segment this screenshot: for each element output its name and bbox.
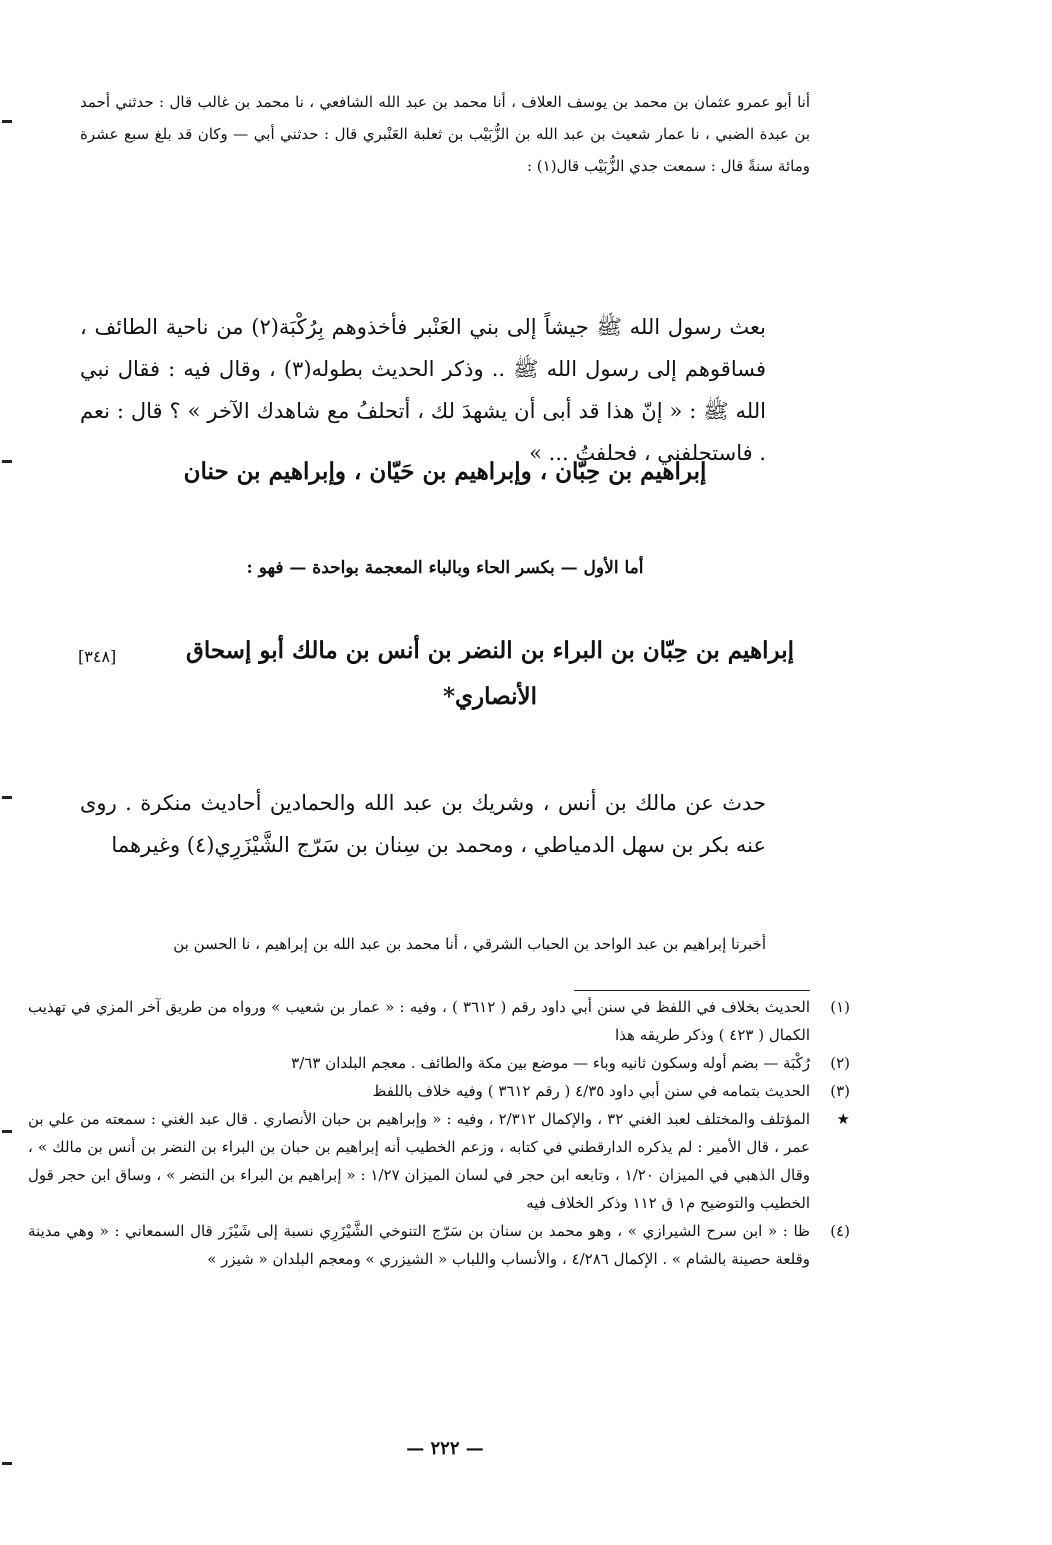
footnote (28, 1077, 850, 1105)
footnote-mark: (٣) (830, 1082, 850, 1100)
hadith-paragraph (80, 306, 810, 474)
margin-tick (2, 1130, 12, 1133)
footnote-mark: (٢) (830, 1054, 850, 1072)
margin-tick (2, 120, 12, 123)
footnote (28, 1105, 850, 1217)
intro-paragraph: أنا أبو عمرو عثمان بن محمد بن يوسف العلاف ، أنا محمد بن عبد الله الشافعي ، نا محمد بن غالب قال : حدثني أحمد بن عبدة الضبي ، نا عمار شعيث بن عبد الله بن الزُّبَيْب بن ثعلبة العَنْبري قال : حدثني أبي — وكان قد بلغ سبع عشرة ومائة سنةً قال : سمعت جدي الزُّبَيْب قال(١) : (80, 93, 810, 175)
footnote-text: الحديث بتمامه في سنن أبي داود ٤/٣٥ ( رقم ٣٦١٢ ) وفيه خلاف باللفظ (372, 1082, 810, 1100)
entry-body-text: حدث عن مالك بن أنس ، وشريك بن عبد الله والحمادين أحاديث منكرة . روى عنه بكر بن سهل الدمياطي ، ومحمد بن سِنان بن سَرّج الشَّيْزَرِي(٤) وغيرهما (80, 791, 766, 857)
footnotes (28, 993, 850, 1273)
footnote-text: رُكْبَة — بضم أوله وسكون ثانيه وباء — موضع بين مكة والطائف . معجم البلدان ٣/٦٣ (291, 1054, 810, 1072)
footnote-mark: (١) (830, 998, 850, 1016)
isnad-text: أخبرنا إبراهيم بن عبد الواحد بن الحباب الشرقي ، أنا محمد بن عبد الله بن إبراهيم ، نا الحسن بن (173, 935, 766, 953)
page-number: — ٢٢٢ — (406, 1438, 484, 1459)
margin-tick (2, 796, 12, 799)
subheading: أما الأول — بكسر الحاء وبالباء المعجمة بواحدة — فهو : (246, 558, 644, 578)
isnad-line (80, 928, 810, 960)
footnote-mark: ★ (836, 1110, 850, 1128)
entry-title: إبراهيم بن حِبّان بن البراء بن النضر بن أنس بن مالك أبو إسحاق الأنصاري* (185, 637, 795, 710)
hadith-text: بعث رسول الله ﷺ جيشاً إلى بني العَنْبر فأخذوهم بِرُكْبَة(٢) من ناحية الطائف ، فساقوهم إلى رسول الله ﷺ .. وذكر الحديث بطوله(٣) ، وقال فيه : فقال نبي الله ﷺ : « إنّ هذا قد أبى أن يشهدَ لك ، أتحلفُ مع شاهدك الآخر » ؟ قال : نعم . فاستحلفني ، فحلفتُ ... » (80, 315, 766, 465)
margin-tick (2, 460, 12, 463)
section-heading: إبراهيم بن حِبّان ، وإبراهيم بن حَيّان ، وإبراهيم بن حنان (183, 458, 707, 485)
footnote-mark: (٤) (830, 1222, 850, 1240)
footnote-divider (574, 990, 810, 991)
footnote (28, 993, 850, 1049)
footnote (28, 1049, 850, 1077)
footnote (28, 1217, 850, 1273)
footnote-text: ظا : « ابن سرح الشيرازي » ، وهو محمد بن سنان بن سَرّج التنوخي الشَّيْزَرِي نسبة إلى شَيْزَر قال السمعاني : « وهي مدينة وقلعة حصينة بالشام » . الإكمال ٤/٢٨٦ ، والأنساب واللباب « الشيزري » ومعجم البلدان « شيزر » (28, 1222, 810, 1268)
entry-number: [٣٤٨] (78, 647, 117, 666)
footnote-text: المؤتلف والمختلف لعبد الغني ٣٢ ، والإكمال ٢/٣١٢ ، وفيه : « وإبراهيم بن حبان الأنصاري . قال عبد الغني : سمعته من علي بن عمر ، قال الأمير : لم يذكره الدارقطني في كتابه ، وزعم الخطيب أنه إبراهيم بن حبان بن البراء بن النضر بن أنس بن مالك » ، وقال الذهبي في الميزان ١/٢٠ ، وتابعه ابن حجر في لسان الميزان ١/٢٧ : « إبراهيم بن البراء بن النضر » ، وساق ابن حجر قول الخطيب والتوضيح م١ ق ١١٢ وذكر الخلاف فيه (28, 1110, 810, 1212)
entry-body (80, 782, 810, 866)
margin-tick (2, 1462, 12, 1465)
footnote-text: الحديث بخلاف في اللفظ في سنن أبي داود رقم ( ٣٦١٢ ) ، وفيه : « عمار بن شعيب » ورواه من طريق آخر المزي في تهذيب الكمال ( ٤٢٣ ) وذكر طريقه هذا (28, 998, 810, 1044)
